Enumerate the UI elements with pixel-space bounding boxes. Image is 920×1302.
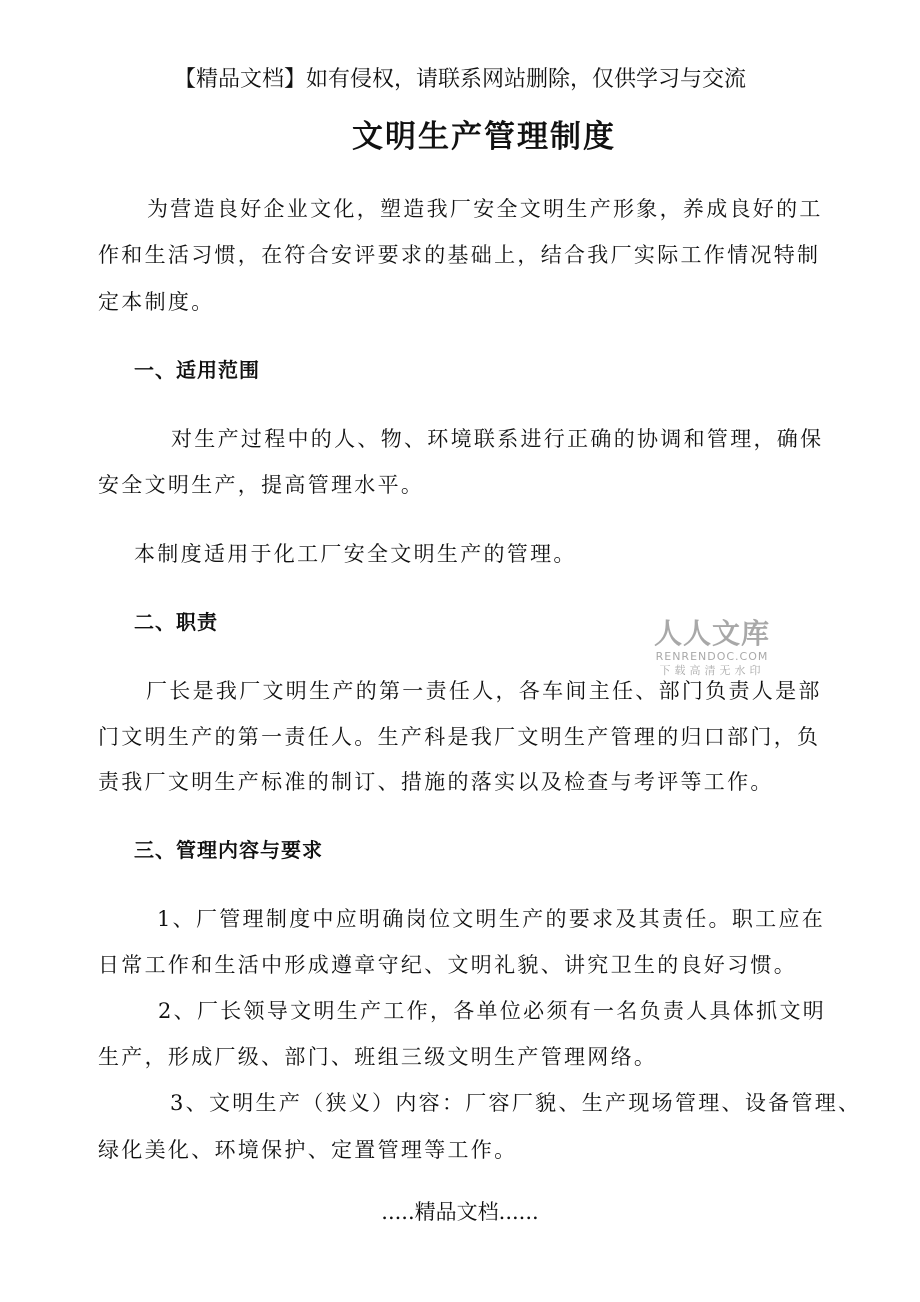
duties-line-3: 责我厂文明生产标准的制订、措施的落实以及检查与考评等工作。 bbox=[98, 770, 774, 794]
intro-line-1: 为营造良好企业文化，塑造我厂安全文明生产形象，养成良好的工 bbox=[147, 197, 823, 221]
requirement-2-line-2: 生产，形成厂级、部门、班组三级文明生产管理网络。 bbox=[98, 1045, 658, 1069]
intro-line-2: 作和生活习惯，在符合安评要求的基础上，结合我厂实际工作情况特制 bbox=[98, 243, 821, 267]
duties-line-1: 厂长是我厂文明生产的第一责任人，各车间主任、部门负责人是部 bbox=[146, 679, 822, 703]
section-heading-duties: 二、职责 bbox=[134, 610, 218, 634]
intro-line-3: 定本制度。 bbox=[98, 290, 215, 314]
duties-line-2: 门文明生产的第一责任人。生产科是我厂文明生产管理的归口部门，负 bbox=[98, 725, 821, 749]
scope-applicability: 本制度适用于化工厂安全文明生产的管理。 bbox=[134, 542, 577, 566]
requirement-3-line-2: 绿化美化、环境保护、定置管理等工作。 bbox=[98, 1138, 518, 1162]
footer-note: .....精品文档...... bbox=[381, 1200, 539, 1224]
section-heading-scope: 一、适用范围 bbox=[134, 358, 260, 382]
watermark bbox=[642, 618, 782, 678]
header-note: 【精品文档】如有侵权，请联系网站删除，仅供学习与交流 bbox=[173, 67, 746, 92]
watermark-tagline: 下载高清无水印 bbox=[659, 664, 765, 677]
scope-para-line-2: 安全文明生产，提高管理水平。 bbox=[98, 473, 425, 497]
requirement-3-line-1: 3、文明生产（狭义）内容：厂容厂貌、生产现场管理、设备管理、 bbox=[170, 1091, 862, 1115]
section-heading-requirements: 三、管理内容与要求 bbox=[134, 838, 323, 862]
requirement-2-line-1: 2、厂长领导文明生产工作，各单位必须有一名负责人具体抓文明 bbox=[158, 999, 827, 1023]
watermark-brand: 人人文库 bbox=[653, 617, 770, 650]
document-title: 文明生产管理制度 bbox=[352, 119, 616, 155]
requirement-1-line-1: 1、厂管理制度中应明确岗位文明生产的要求及其责任。职工应在 bbox=[157, 907, 826, 931]
requirement-1-line-2: 日常工作和生活中形成遵章守纪、文明礼貌、讲究卫生的良好习惯。 bbox=[98, 953, 797, 977]
scope-para-line-1: 对生产过程中的人、物、环境联系进行正确的协调和管理，确保 bbox=[171, 427, 824, 451]
watermark-site: RENRENDOC.COM bbox=[655, 650, 769, 663]
